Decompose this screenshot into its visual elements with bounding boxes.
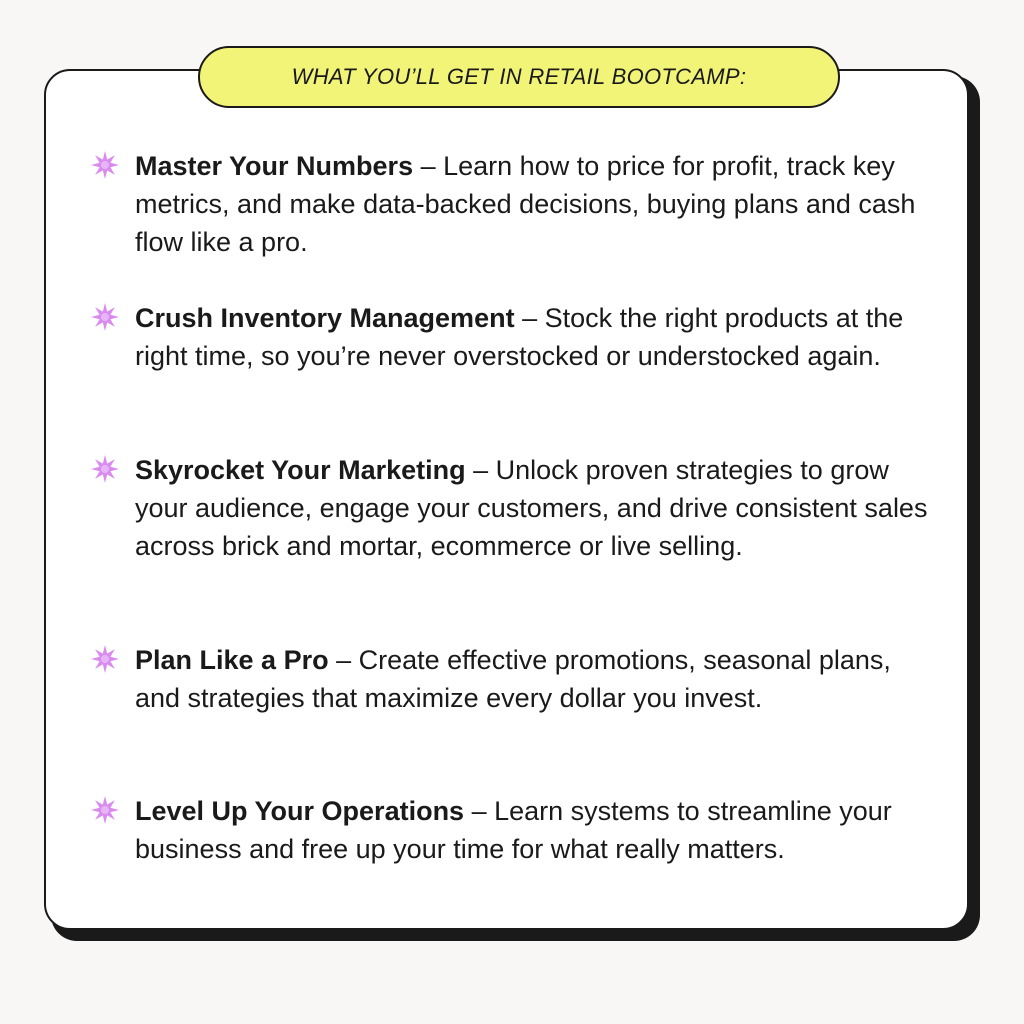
list-item-title: Level Up Your Operations [135, 796, 465, 826]
header-pill [198, 46, 840, 108]
sparkle-star-icon [90, 644, 120, 674]
list-item-text [135, 641, 935, 717]
list-item-body: Learn how to price for profit, track key metrics, and make data-backed decisions, buying plans and cash flow like a pro. [135, 151, 916, 257]
list-item-separator: – [413, 151, 444, 181]
list-item [90, 147, 940, 261]
list-item [90, 792, 940, 868]
list-item-title: Skyrocket Your Marketing [135, 455, 466, 485]
list-item-separator: – [328, 645, 359, 675]
list-item-title: Plan Like a Pro [135, 645, 329, 675]
sparkle-star-icon [90, 150, 120, 180]
sparkle-star-icon [90, 302, 120, 332]
list-item [90, 451, 940, 565]
list-item-title: Crush Inventory Management [135, 303, 515, 333]
list-item [90, 641, 940, 717]
list-item-text [135, 299, 935, 375]
list-item-text [135, 451, 935, 565]
list-item-body: Unlock proven strategies to grow your audience, engage your customers, and drive consistent sales across brick and mortar, ecommerce or live selling. [135, 455, 928, 561]
sparkle-star-icon [90, 795, 120, 825]
sparkle-star-icon [90, 454, 120, 484]
list-item-separator: – [464, 796, 495, 826]
list-item-body: Create effective promotions, seasonal plans, and strategies that maximize every dollar you invest. [135, 645, 891, 713]
list-item-separator: – [514, 303, 545, 333]
list-item-body: Learn systems to streamline your business and free up your time for what really matters. [135, 796, 892, 864]
header-title: WHAT YOU’LL GET IN RETAIL BOOTCAMP: [291, 64, 747, 89]
list-item-title: Master Your Numbers [135, 151, 414, 181]
list-item-text [135, 147, 935, 261]
list-item-text [135, 792, 935, 868]
list-item-separator: – [465, 455, 496, 485]
list-item [90, 299, 940, 375]
list-item-body: Stock the right products at the right time, so you’re never overstocked or understocked again. [135, 303, 904, 371]
